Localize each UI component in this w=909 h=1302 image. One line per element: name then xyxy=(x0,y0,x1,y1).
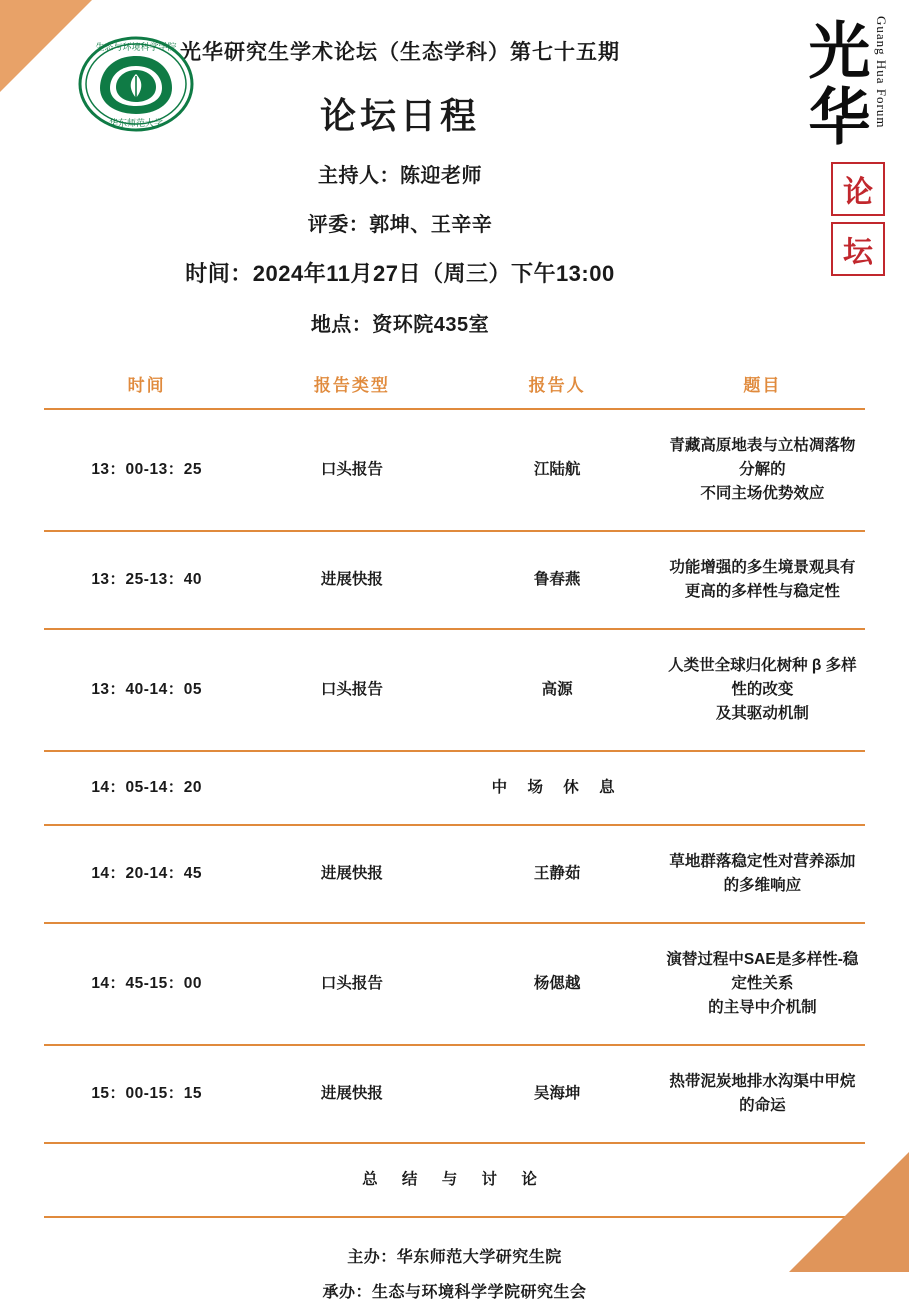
cell-person: 高源 xyxy=(455,629,660,751)
poster-footer xyxy=(44,1244,865,1302)
cell-type: 口头报告 xyxy=(249,409,454,531)
decorative-corner-bottom-right xyxy=(789,1152,909,1272)
cell-topic: 热带泥炭地排水沟渠中甲烷的命运 xyxy=(660,1045,865,1143)
svg-text:生态与环境科学学院: 生态与环境科学学院 xyxy=(95,42,177,52)
cell-type: 进展快报 xyxy=(249,531,454,629)
cell-topic: 青藏高原地表与立枯凋落物分解的 不同主场优势效应 xyxy=(660,409,865,531)
cell-type: 口头报告 xyxy=(249,923,454,1045)
table-row xyxy=(44,825,865,923)
cell-type: 口头报告 xyxy=(249,629,454,751)
cell-type: 进展快报 xyxy=(249,825,454,923)
table-row xyxy=(44,1143,865,1217)
cell-topic: 人类世全球归化树种 β 多样性的改变 及其驱动机制 xyxy=(660,629,865,751)
organizer-line: 主办：华东师范大学研究生院 xyxy=(347,1249,562,1267)
table-row xyxy=(44,1045,865,1143)
place-line: 地点：资环院435室 xyxy=(310,314,490,336)
cell-break-label: 中 场 休 息 xyxy=(249,751,865,825)
table-row xyxy=(44,409,865,531)
judges-line: 评委：郭坤、王辛辛 xyxy=(307,214,493,236)
cell-time: 13：40-14：05 xyxy=(44,629,249,751)
cell-topic: 草地群落稳定性对营养添加的多维响应 xyxy=(660,825,865,923)
cell-time: 14：05-14：20 xyxy=(44,751,249,825)
cell-person: 江陆航 xyxy=(455,409,660,531)
table-row xyxy=(44,629,865,751)
seal-character-lun: 论 xyxy=(831,162,885,216)
column-header-person: 报告人 xyxy=(528,376,586,395)
table-row xyxy=(44,531,865,629)
host-line: 主持人：陈迎老师 xyxy=(318,165,482,187)
cell-topic: 演替过程中SAE是多样性-稳定性关系 的主导中介机制 xyxy=(660,923,865,1045)
column-header-topic: 题目 xyxy=(743,376,782,395)
table-row xyxy=(44,923,865,1045)
svg-text:华东师范大学: 华东师范大学 xyxy=(108,118,164,128)
schedule-body xyxy=(44,409,865,1217)
brand-english-text: Guang Hua Forum xyxy=(874,16,889,129)
cell-time: 13：00-13：25 xyxy=(44,409,249,531)
cell-person: 吴海坤 xyxy=(455,1045,660,1143)
cell-time: 13：25-13：40 xyxy=(44,531,249,629)
cell-time: 15：00-15：15 xyxy=(44,1045,249,1143)
cell-person: 杨偲越 xyxy=(455,923,660,1045)
school-logo xyxy=(78,36,194,132)
cell-time: 14：45-15：00 xyxy=(44,923,249,1045)
cell-person: 鲁春燕 xyxy=(455,531,660,629)
brand-seal-group xyxy=(831,162,887,272)
cell-summary-label: 总 结 与 讨 论 xyxy=(44,1143,865,1217)
page-title: 论坛日程 xyxy=(319,95,480,136)
column-header-type: 报告类型 xyxy=(313,376,390,395)
cell-time: 14：20-14：45 xyxy=(44,825,249,923)
brand-block xyxy=(771,10,891,290)
brand-chinese-text: 光华 xyxy=(799,18,867,150)
co-organizer-line: 承办：生态与环境科学学院研究生会 xyxy=(322,1284,587,1302)
table-row xyxy=(44,751,865,825)
schedule-table-wrapper xyxy=(44,365,865,1218)
cell-type: 进展快报 xyxy=(249,1045,454,1143)
column-header-time: 时间 xyxy=(127,376,166,395)
table-header-row xyxy=(44,365,865,409)
seal-character-tan: 坛 xyxy=(831,222,885,276)
cell-topic: 功能增强的多生境景观具有 更高的多样性与稳定性 xyxy=(660,531,865,629)
time-line: 时间：2024年11月27日（周三）下午13:00 xyxy=(185,261,615,286)
series-line: 光华研究生学术论坛（生态学科）第七十五期 xyxy=(180,41,620,64)
cell-person: 王静茹 xyxy=(455,825,660,923)
schedule-table xyxy=(44,365,865,1218)
